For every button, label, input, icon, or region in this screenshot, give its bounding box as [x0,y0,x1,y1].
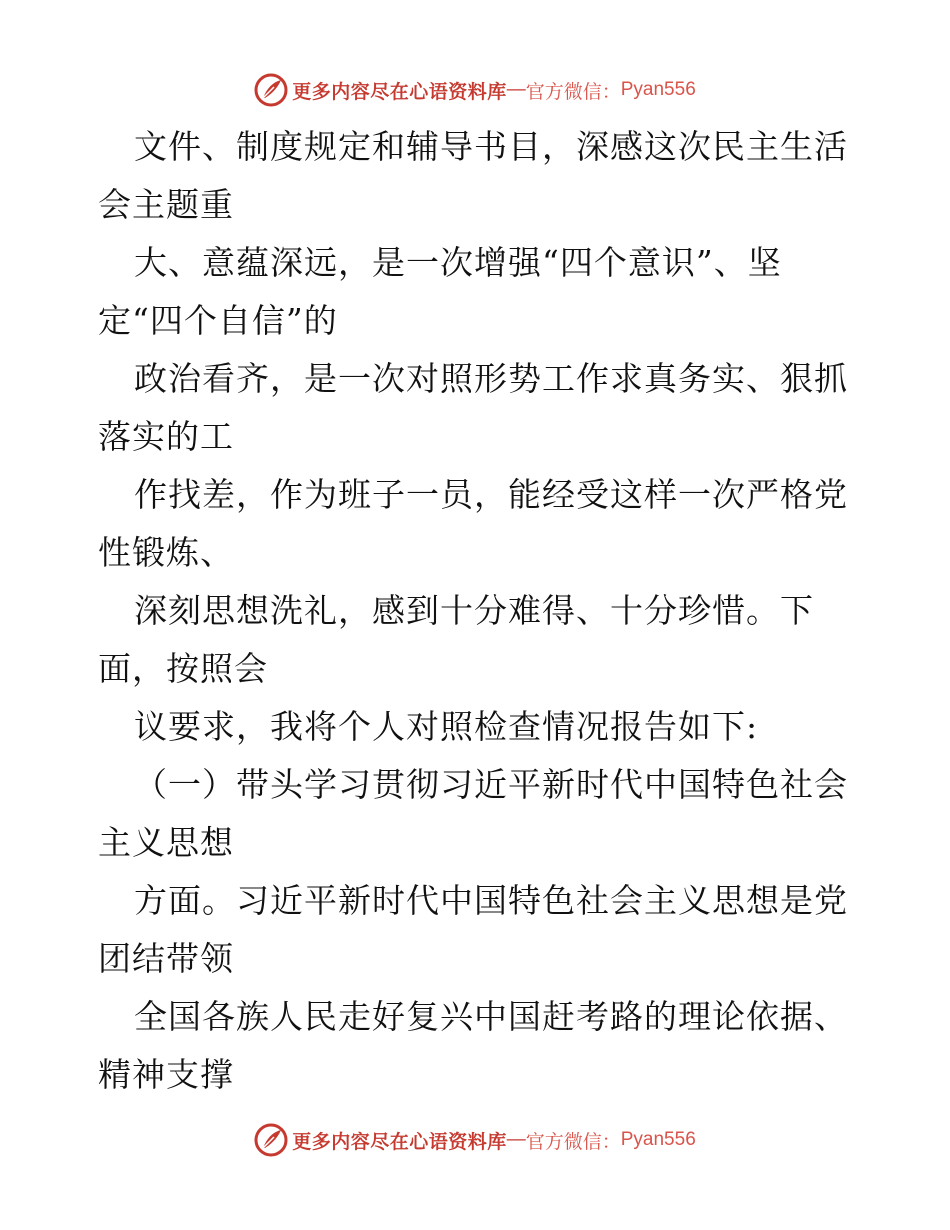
text-line: 主义思想 [98,823,234,862]
header-watermark [0,70,950,110]
text-line: 政治看齐，是一次对照形势工作求真务实、狠抓 [134,359,848,398]
red-feather-logo-icon [254,1123,288,1157]
text-line: 定“四个自信”的 [98,301,338,340]
footer-watermark [0,1120,950,1160]
text-line: 方面。习近平新时代中国特色社会主义思想是党 [134,881,848,920]
text-line: 落实的工 [98,417,234,456]
watermark-main-text: 更多内容尽在心语资料库 [292,1130,507,1153]
text-line: 团结带领 [98,939,234,978]
text-line: 深刻思想洗礼，感到十分难得、十分珍惜。下 [134,591,814,630]
text-line: 会主题重 [98,185,234,224]
text-line: 性锻炼、 [98,533,234,572]
watermark-label: 官方微信： [525,80,621,103]
document-body [98,118,858,1104]
watermark-main-text: 更多内容尽在心语资料库 [292,80,507,103]
text-line: 议要求，我将个人对照检查情况报告如下: [134,707,759,746]
text-line: 精神支撑 [98,1055,234,1094]
watermark-label: 官方微信： [525,1130,621,1153]
red-feather-logo-icon [254,73,288,107]
text-line: 全国各族人民走好复兴中国赶考路的理论依据、 [134,997,848,1036]
watermark-separator: — [506,1129,526,1150]
text-line: 作找差，作为班子一员，能经受这样一次严格党 [134,475,848,514]
text-line: （一）带头学习贯彻习近平新时代中国特色社会 [134,765,848,804]
watermark-wechat-id: Pyan556 [620,1129,696,1150]
text-line: 文件、制度规定和辅导书目，深感这次民主生活 [134,127,848,166]
text-line: 大、意蕴深远，是一次增强“四个意识”、坚 [134,243,782,282]
watermark-separator: — [506,79,526,100]
text-line: 面，按照会 [98,649,268,688]
watermark-wechat-id: Pyan556 [620,79,696,100]
